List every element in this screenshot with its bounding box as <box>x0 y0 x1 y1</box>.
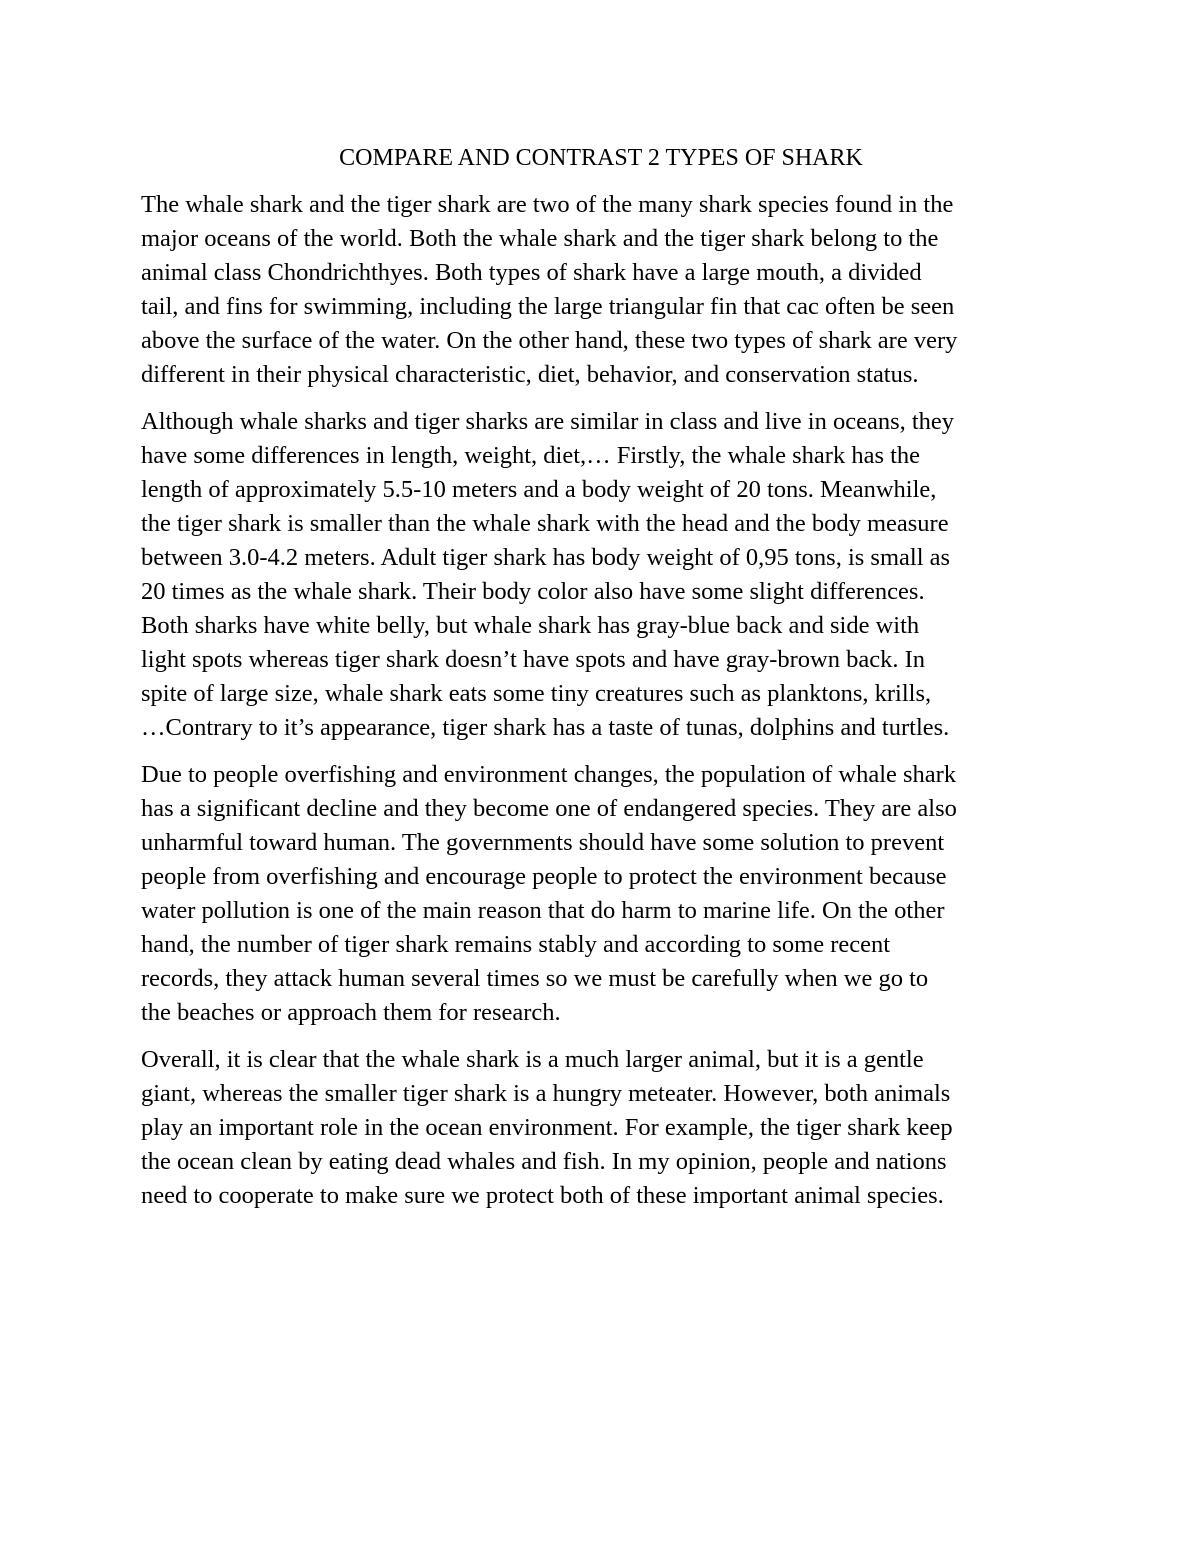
paragraph-line: 20 times as the whale shark. Their body color also have some slight differences. <box>141 578 925 605</box>
paragraph-line: Due to people overfishing and environment changes, the population of whale shark <box>141 761 957 788</box>
paragraph-line: Both sharks have white belly, but whale shark has gray-blue back and side with <box>141 612 920 639</box>
paragraph-line: people from overfishing and encourage people to protect the environment because <box>141 863 947 890</box>
paragraph-conclusion <box>141 1043 1061 1213</box>
paragraph-line: hand, the number of tiger shark remains stably and according to some recent <box>141 931 891 958</box>
paragraph-line: the beaches or approach them for research. <box>141 999 561 1026</box>
paragraph-line: Overall, it is clear that the whale shark is a much larger animal, but it is a gentle <box>141 1046 924 1073</box>
document-body <box>141 141 1061 1226</box>
paragraph-line: animal class Chondrichthyes. Both types of shark have a large mouth, a divided <box>141 259 922 286</box>
paragraph-line: water pollution is one of the main reason that do harm to marine life. On the other <box>141 897 945 924</box>
paragraph-line: light spots whereas tiger shark doesn’t have spots and have gray-brown back. In <box>141 646 926 673</box>
paragraph-line: different in their physical characteristic, diet, behavior, and conservation status. <box>141 361 919 388</box>
paragraph-line: unharmful toward human. The governments should have some solution to prevent <box>141 829 945 856</box>
paragraph-line: records, they attack human several times so we must be carefully when we go to <box>141 965 929 992</box>
paragraph-line: above the surface of the water. On the other hand, these two types of shark are very <box>141 327 958 354</box>
paragraph-line: tail, and fins for swimming, including the large triangular fin that cac often be seen <box>141 293 955 320</box>
paragraph-line: Although whale sharks and tiger sharks are similar in class and live in oceans, they <box>141 408 955 435</box>
paragraph-line: spite of large size, whale shark eats some tiny creatures such as planktons, krills, <box>141 680 932 707</box>
paragraph-line: between 3.0-4.2 meters. Adult tiger shark has body weight of 0,95 tons, is small as <box>141 544 951 571</box>
paragraph-line: The whale shark and the tiger shark are two of the many shark species found in the <box>141 191 954 218</box>
paragraph-line: need to cooperate to make sure we protect both of these important animal species. <box>141 1182 944 1209</box>
paragraph-introduction <box>141 188 1061 392</box>
paragraph-conservation <box>141 758 1061 1030</box>
document-title: COMPARE AND CONTRAST 2 TYPES OF SHARK <box>339 145 863 171</box>
paragraph-line: the tiger shark is smaller than the whale shark with the head and the body measure <box>141 510 949 537</box>
paragraph-differences <box>141 405 1061 745</box>
paragraph-line: play an important role in the ocean environment. For example, the tiger shark keep <box>141 1114 953 1141</box>
paragraph-line: major oceans of the world. Both the whale shark and the tiger shark belong to the <box>141 225 939 252</box>
paragraph-line: has a significant decline and they become one of endangered species. They are also <box>141 795 957 822</box>
paragraph-line: giant, whereas the smaller tiger shark is a hungry meteater. However, both animals <box>141 1080 951 1107</box>
paragraph-line: length of approximately 5.5-10 meters and a body weight of 20 tons. Meanwhile, <box>141 476 937 503</box>
paragraph-line: the ocean clean by eating dead whales and fish. In my opinion, people and nations <box>141 1148 947 1175</box>
paragraph-line: …Contrary to it’s appearance, tiger shark has a taste of tunas, dolphins and turtles. <box>141 714 950 741</box>
paragraph-line: have some differences in length, weight, diet,… Firstly, the whale shark has the <box>141 442 921 469</box>
